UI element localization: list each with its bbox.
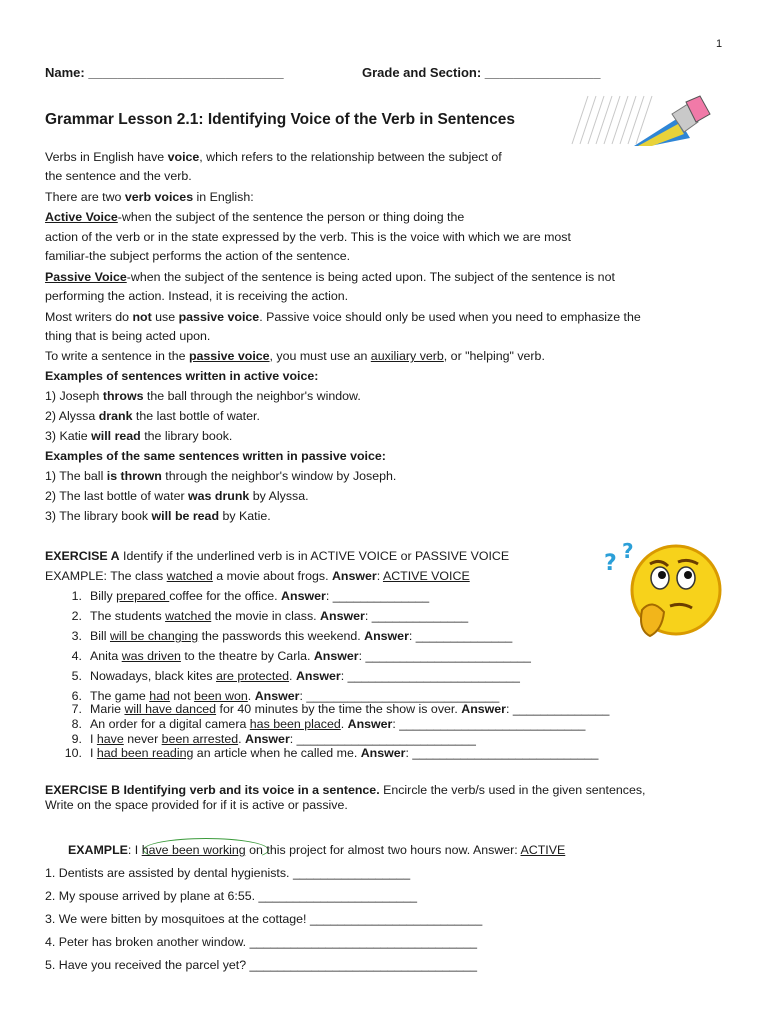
active-example-1: 1) Joseph throws the ball through the neighbor's window. bbox=[45, 389, 361, 403]
intro-line-1: Verbs in English have voice, which refers to the relationship between the subject of bbox=[45, 150, 502, 164]
item-number: 2. bbox=[71, 609, 82, 623]
exercise-b-item-2: 2. My spouse arrived by plane at 6:55. _______________________ bbox=[45, 889, 418, 903]
thinking-face-icon bbox=[602, 540, 726, 642]
exercise-b-example: EXAMPLE: I have been working on this project for almost two hours now. Answer: ACTIVE bbox=[68, 843, 566, 857]
item-sentence: I had been reading an article when he called me. Answer: ___________________________ bbox=[90, 746, 599, 760]
exercise-b-item-4: 4. Peter has broken another window. _________________________________ bbox=[45, 935, 477, 949]
svg-text:?: ? bbox=[622, 540, 634, 563]
item-sentence: Bill will be changing the passwords this weekend. Answer: ______________ bbox=[90, 629, 513, 643]
exercise-a-example: EXAMPLE: The class watched a movie about frogs. Answer: ACTIVE VOICE bbox=[45, 569, 470, 583]
item-number: 3. bbox=[71, 629, 82, 643]
exercise-b-heading: EXERCISE B Identifying verb and its voice in a sentence. Encircle the verb/s used in the given sentences, bbox=[45, 783, 646, 797]
passive-usage-note: Most writers do not use passive voice. Passive voice should only be used when you need to emphasize the bbox=[45, 310, 641, 324]
item-sentence: Marie will have danced for 40 minutes by the time the show is over. Answer: ______________ bbox=[90, 702, 610, 716]
item-sentence: Billy prepared coffee for the office. Answer: ______________ bbox=[90, 589, 430, 603]
active-example-3: 3) Katie will read the library book. bbox=[45, 429, 233, 443]
passive-example-1: 1) The ball is thrown through the neighbor's window by Joseph. bbox=[45, 469, 397, 483]
item-sentence: The game had not been won. Answer: ____________________________ bbox=[90, 689, 500, 703]
item-number: 7. bbox=[71, 702, 82, 716]
item-number: 5. bbox=[71, 669, 82, 683]
item-number: 9. bbox=[71, 732, 82, 746]
passive-usage-note-2: thing that is being acted upon. bbox=[45, 329, 211, 343]
passive-voice-definition-2: performing the action. Instead, it is receiving the action. bbox=[45, 289, 349, 303]
item-number: 1. bbox=[71, 589, 82, 603]
lesson-title: Grammar Lesson 2.1: Identifying Voice of the Verb in Sentences bbox=[45, 111, 516, 128]
item-number: 8. bbox=[71, 717, 82, 731]
item-sentence: Nowadays, black kites are protected. Answer: _________________________ bbox=[90, 669, 520, 683]
passive-example-2: 2) The last bottle of water was drunk by Alyssa. bbox=[45, 489, 309, 503]
item-sentence: I have never been arrested. Answer: __________________________ bbox=[90, 732, 476, 746]
svg-text:?: ? bbox=[604, 551, 617, 576]
item-sentence: An order for a digital camera has been placed. Answer: ___________________________ bbox=[90, 717, 586, 731]
exercise-b-item-1: 1. Dentists are assisted by dental hygienists. _________________ bbox=[45, 866, 411, 880]
active-example-2: 2) Alyssa drank the last bottle of water. bbox=[45, 409, 260, 423]
passive-voice-definition: Passive Voice-when the subject of the sentence is being acted upon. The subject of the sentence is not bbox=[45, 270, 615, 284]
exercise-b-item-5: 5. Have you received the parcel yet? _________________________________ bbox=[45, 958, 477, 972]
item-number: 4. bbox=[71, 649, 82, 663]
exercise-b-instruction: Write on the space provided for if it is active or passive. bbox=[45, 798, 348, 812]
item-number: 10. bbox=[64, 746, 82, 760]
intro-line-3: There are two verb voices in English: bbox=[45, 190, 254, 204]
item-number: 6. bbox=[71, 689, 82, 703]
item-sentence: Anita was driven to the theatre by Carla. Answer: ________________________ bbox=[90, 649, 531, 663]
grade-section-label: Grade and Section: ________________ bbox=[362, 65, 601, 80]
page-number: 1 bbox=[716, 38, 723, 50]
intro-line-2: the sentence and the verb. bbox=[45, 169, 192, 183]
exercise-b-item-3: 3. We were bitten by mosquitoes at the cottage! _________________________ bbox=[45, 912, 483, 926]
name-field-label: Name: ___________________________ bbox=[45, 65, 284, 80]
active-voice-definition: Active Voice-when the subject of the sentence the person or thing doing the bbox=[45, 210, 465, 224]
active-voice-definition-2: action of the verb or in the state expressed by the verb. This is the voice with which we are most bbox=[45, 230, 571, 244]
passive-examples-heading: Examples of the same sentences written in passive voice: bbox=[45, 449, 386, 463]
active-examples-heading: Examples of sentences written in active voice: bbox=[45, 369, 319, 383]
exercise-a-heading: EXERCISE A Identify if the underlined verb is in ACTIVE VOICE or PASSIVE VOICE bbox=[45, 549, 510, 563]
passive-example-3: 3) The library book will be read by Katie. bbox=[45, 509, 271, 523]
active-voice-definition-3: familiar-the subject performs the action of the sentence. bbox=[45, 249, 351, 263]
item-sentence: The students watched the movie in class. Answer: ______________ bbox=[90, 609, 469, 623]
pencil-icon bbox=[568, 88, 716, 146]
passive-how-to: To write a sentence in the passive voice, you must use an auxiliary verb, or "helping" verb. bbox=[45, 349, 545, 363]
